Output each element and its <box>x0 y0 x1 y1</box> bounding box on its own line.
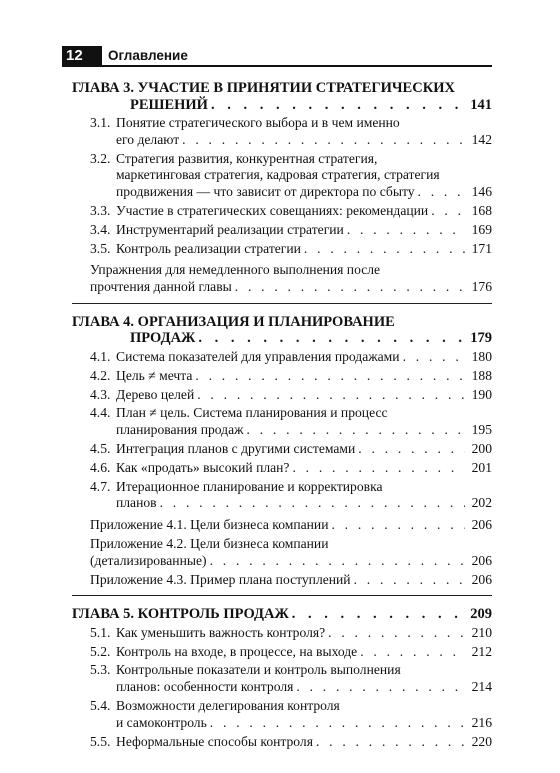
page-ref: 176 <box>471 279 492 295</box>
toc-entry <box>72 441 492 458</box>
dot-leader <box>182 132 465 149</box>
chapter-heading <box>72 314 492 347</box>
header-rule <box>62 65 492 67</box>
entry-text: Приложение 4.1. Цели бизнеса компании <box>90 517 329 533</box>
dot-leader <box>347 222 465 239</box>
entry-text: 5.2. Контроль на входе, в процессе, на выходе <box>90 643 358 659</box>
leader-line <box>90 679 492 696</box>
page-ref: 169 <box>471 221 492 237</box>
toc-entry <box>72 734 492 751</box>
leader-line <box>90 368 492 385</box>
leader-line <box>90 734 492 751</box>
toc-entry <box>72 698 492 732</box>
dot-leader <box>316 734 465 751</box>
page-number: 12 <box>62 46 102 66</box>
leader-line <box>90 349 492 366</box>
page-ref: 180 <box>471 348 492 364</box>
chapter-divider <box>72 595 492 596</box>
dot-leader <box>160 495 465 512</box>
leader-line <box>90 132 492 149</box>
entry-line: Упражнения для немедленного выполнения после <box>90 262 381 278</box>
toc-entry <box>72 405 492 439</box>
entry-number: 3.3. <box>90 202 111 218</box>
leader-line <box>72 606 492 623</box>
entry-text: (детализированные) <box>90 552 207 568</box>
toc-entry <box>72 644 492 661</box>
toc-entry <box>72 479 492 513</box>
dot-leader <box>418 184 465 201</box>
entry-text: прочтения данной главы <box>90 279 232 295</box>
entry-text: 3.3. Участие в стратегических совещаниях: рекомендации <box>90 202 429 218</box>
chapter-title-line: ГЛАВА 4. ОРГАНИЗАЦИЯ И ПЛАНИРОВАНИЕ <box>72 313 395 330</box>
toc-entry <box>72 368 492 385</box>
toc-appendix <box>72 536 492 570</box>
dot-leader <box>354 572 465 589</box>
leader-line <box>90 460 492 477</box>
dot-leader <box>296 679 465 696</box>
page-ref: 146 <box>471 184 492 200</box>
leader-line <box>90 517 492 534</box>
leader-line <box>90 203 492 220</box>
entry-line: 3.1. Понятие стратегического выбора и в чем именно <box>90 115 400 130</box>
chapter-divider <box>72 303 492 304</box>
entry-number: 5.5. <box>90 733 111 749</box>
entry-text: планирования продаж <box>116 422 244 438</box>
entry-number: 5.2. <box>90 643 111 659</box>
dot-leader <box>211 97 465 114</box>
dot-leader <box>328 625 465 642</box>
leader-line <box>90 715 492 732</box>
entry-text: ГЛАВА 5. КОНТРОЛЬ ПРОДАЖ <box>72 606 289 623</box>
entry-number: 4.4. <box>90 405 111 421</box>
entry-text: 4.6. Как «продать» высокий план? <box>90 459 290 475</box>
page-ref: 179 <box>470 330 492 347</box>
leader-line <box>72 97 492 114</box>
dot-leader <box>358 441 465 458</box>
leader-line <box>90 625 492 642</box>
page-ref: 206 <box>471 517 492 533</box>
leader-line <box>90 644 492 661</box>
toc-entry <box>72 203 492 220</box>
entry-line: 5.4. Возможности делегирования контроля <box>90 698 340 714</box>
toc-entry <box>72 151 492 201</box>
entry-line: Приложение 4.2. Цели бизнеса компании <box>90 535 329 551</box>
leader-line <box>90 441 492 458</box>
leader-line <box>90 553 492 570</box>
dot-leader <box>331 517 465 534</box>
entry-number: 4.2. <box>90 367 111 383</box>
dot-leader <box>247 422 465 439</box>
leader-line <box>90 279 492 296</box>
toc-appendix <box>72 572 492 589</box>
dot-leader <box>197 387 465 404</box>
toc-exercises <box>72 262 492 296</box>
dot-leader <box>431 203 465 220</box>
toc-entry <box>72 222 492 239</box>
entry-number: 4.5. <box>90 440 111 456</box>
page-ref: 142 <box>471 131 492 147</box>
page-ref: 201 <box>471 459 492 475</box>
dot-leader <box>195 368 465 385</box>
dot-leader <box>210 715 465 732</box>
chapter-heading <box>72 80 492 113</box>
page-ref: 212 <box>471 643 492 659</box>
entry-text: планов: особенности контроля <box>116 679 294 695</box>
entry-text: 4.5. Интеграция планов с другими системами <box>90 440 356 456</box>
page-ref: 200 <box>471 440 492 456</box>
dot-leader <box>292 460 465 477</box>
entry-line: 5.3. Контрольные показатели и контроль выполнения <box>90 662 401 678</box>
leader-line <box>90 495 492 512</box>
entry-text: РЕШЕНИЙ <box>130 96 208 113</box>
chapter-title-line: ГЛАВА 3. УЧАСТИЕ В ПРИНЯТИИ СТРАТЕГИЧЕСКИХ <box>72 80 455 96</box>
entry-number: 5.4. <box>90 698 111 714</box>
entry-text: 4.2. Цель ≠ мечта <box>90 367 193 383</box>
running-title: Оглавление <box>108 48 188 63</box>
entry-number: 5.3. <box>90 662 111 678</box>
entry-text: планов <box>116 495 157 511</box>
entry-number: 3.4. <box>90 221 111 237</box>
page-ref: 220 <box>471 733 492 749</box>
page-header <box>0 46 500 68</box>
dot-leader <box>198 330 465 347</box>
entry-number: 3.1. <box>90 115 111 130</box>
entry-text: его делают <box>116 131 180 147</box>
leader-line <box>90 572 492 589</box>
page-ref: 168 <box>471 202 492 218</box>
dot-leader <box>403 349 465 366</box>
toc-entry <box>72 115 492 149</box>
leader-line <box>90 222 492 239</box>
entry-number: 4.1. <box>90 348 111 364</box>
toc-entry <box>72 241 492 258</box>
dot-leader <box>235 279 465 296</box>
entry-text: 3.4. Инструментарий реализации стратегии <box>90 221 344 237</box>
leader-line <box>90 241 492 258</box>
entry-number: 3.5. <box>90 240 111 256</box>
leader-line <box>90 387 492 404</box>
entry-text: и самоконтроль <box>116 714 207 730</box>
page-ref: 206 <box>471 552 492 568</box>
dot-leader <box>292 606 465 623</box>
entry-line: 4.4. План ≠ цель. Система планирования и процесс <box>90 405 388 421</box>
leader-line <box>90 184 492 201</box>
entry-text: продвижения — что зависит от директора по сбыту <box>116 184 415 200</box>
dot-leader <box>210 553 465 570</box>
entry-number: 4.3. <box>90 386 111 402</box>
entry-text: ПРОДАЖ <box>130 330 196 347</box>
entry-text: 4.1. Система показателей для управления продажами <box>90 348 400 364</box>
entry-number: 5.1. <box>90 624 111 640</box>
entry-text: 4.3. Дерево целей <box>90 386 195 402</box>
dot-leader <box>304 241 465 258</box>
page-ref: 195 <box>471 422 492 438</box>
entry-number: 4.7. <box>90 478 111 494</box>
table-of-contents <box>72 80 492 750</box>
dot-leader <box>360 644 465 661</box>
page-ref: 141 <box>470 96 492 113</box>
entry-text: 5.5. Неформальные способы контроля <box>90 733 313 749</box>
toc-appendix <box>72 517 492 534</box>
page-ref: 190 <box>471 386 492 402</box>
page-ref: 216 <box>471 714 492 730</box>
page-ref: 214 <box>471 679 492 695</box>
toc-entry <box>72 460 492 477</box>
toc-entry <box>72 625 492 642</box>
page-ref: 210 <box>471 624 492 640</box>
page-ref: 202 <box>471 495 492 511</box>
entry-line: маркетинговая стратегия, кадровая стратегия, стратегия <box>116 167 440 183</box>
entry-line: 3.2. Стратегия развития, конкурентная стратегия, <box>90 150 378 166</box>
entry-number: 4.6. <box>90 459 111 475</box>
page-ref: 171 <box>471 240 492 256</box>
toc-entry <box>72 662 492 696</box>
toc-entry <box>72 387 492 404</box>
page-ref: 188 <box>471 367 492 383</box>
entry-line: 4.7. Итерационное планирование и корректировка <box>90 478 383 494</box>
chapter-heading <box>72 606 492 623</box>
entry-text: 3.5. Контроль реализации стратегии <box>90 240 301 256</box>
entry-number: 3.2. <box>90 150 111 166</box>
entry-text: 5.1. Как уменьшить важность контроля? <box>90 624 326 640</box>
page-ref: 209 <box>470 606 492 623</box>
leader-line <box>90 422 492 439</box>
leader-line <box>72 330 492 347</box>
entry-text: Приложение 4.3. Пример плана поступлений <box>90 571 351 587</box>
toc-entry <box>72 349 492 366</box>
page-ref: 206 <box>471 571 492 587</box>
